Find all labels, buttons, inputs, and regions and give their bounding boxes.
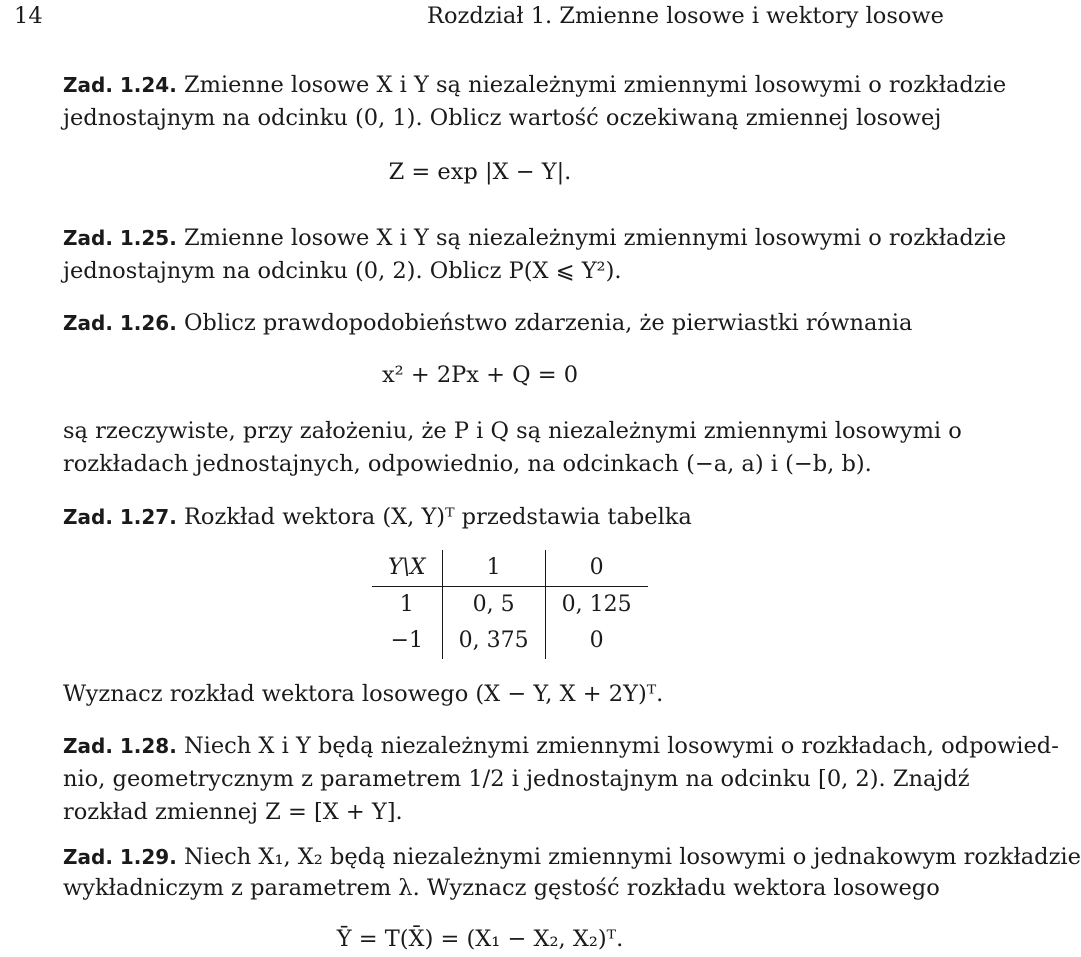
table-row-header: 1: [372, 587, 442, 624]
exercise-1-24-first-line: [63, 67, 1006, 103]
exercise-text: są rzeczywiste, przy założeniu, że P i Q są niezależnymi zmiennymi losowymi o: [63, 418, 962, 444]
display-formula: x² + 2Px + Q = 0: [381, 362, 579, 388]
exercise-label: Zad. 1.25.: [63, 226, 177, 250]
exercise-1-26-first-line: [63, 305, 912, 341]
exercise-label: Zad. 1.24.: [63, 73, 177, 97]
exercise-1-28-first-line: [63, 728, 1059, 764]
exercise-text: nio, geometrycznym z parametrem 1/2 i jednostajnym na odcinku [0, 2). Znajdź: [63, 766, 970, 792]
exercise-text: wykładniczym z parametrem λ. Wyznacz gęstość rozkładu wektora losowego: [63, 875, 940, 901]
table-cell: 0, 375: [442, 623, 545, 659]
exercise-label: Zad. 1.26.: [63, 311, 177, 335]
display-formula: Z = exp |X − Y|.: [388, 159, 572, 185]
exercise-label: Zad. 1.27.: [63, 505, 177, 529]
exercise-text: jednostajnym na odcinku (0, 1). Oblicz wartość oczekiwaną zmiennej losowej: [63, 105, 942, 131]
exercise-text: Rozkład wektora (X, Y)ᵀ przedstawia tabelka: [183, 504, 692, 530]
distribution-table: [372, 550, 648, 659]
page-number: 14: [14, 3, 43, 29]
exercise-1-27-first-line: [63, 499, 692, 535]
table-cell: 0, 5: [442, 587, 545, 624]
table-row-header: −1: [372, 623, 442, 659]
exercise-text: jednostajnym na odcinku (0, 2). Oblicz P(X ⩽ Y²).: [63, 258, 622, 284]
distribution-table-wrapper: [372, 550, 648, 659]
exercise-label: Zad. 1.29.: [63, 845, 177, 869]
exercise-text: Oblicz prawdopodobieństwo zdarzenia, że pierwiastki równania: [183, 310, 913, 336]
exercise-text: rozkład zmiennej Z = [X + Y].: [63, 799, 403, 825]
table-column-header: 1: [442, 550, 545, 587]
exercise-label: Zad. 1.28.: [63, 734, 177, 758]
exercise-text: Niech X i Y będą niezależnymi zmiennymi losowymi o rozkładach, odpowied-: [183, 733, 1059, 759]
table-row: [372, 587, 648, 624]
table-header-row: [372, 550, 648, 587]
exercise-text: Niech X₁, X₂ będą niezależnymi zmiennymi losowymi o jednakowym rozkładzie: [183, 844, 1081, 870]
exercise-1-25-first-line: [63, 220, 1006, 256]
chapter-title: Rozdział 1. Zmienne losowe i wektory losowe: [427, 3, 944, 29]
table-column-header: 0: [545, 550, 647, 587]
table-cell: 0, 125: [561, 592, 632, 617]
table-cell: 0: [589, 628, 604, 653]
table-corner-cell: Y\X: [372, 550, 442, 587]
exercise-text: Zmienne losowe X i Y są niezależnymi zmiennymi losowymi o rozkładzie: [183, 225, 1007, 251]
exercise-text: Zmienne losowe X i Y są niezależnymi zmiennymi losowymi o rozkładzie: [183, 72, 1007, 98]
table-row: [372, 623, 648, 659]
exercise-text: rozkładach jednostajnych, odpowiednio, na odcinkach (−a, a) i (−b, b).: [63, 451, 872, 477]
exercise-text: Wyznacz rozkład wektora losowego (X − Y, X + 2Y)ᵀ.: [63, 681, 664, 707]
display-formula: Ȳ = T(X̄) = (X₁ − X₂, X₂)ᵀ.: [336, 926, 624, 952]
